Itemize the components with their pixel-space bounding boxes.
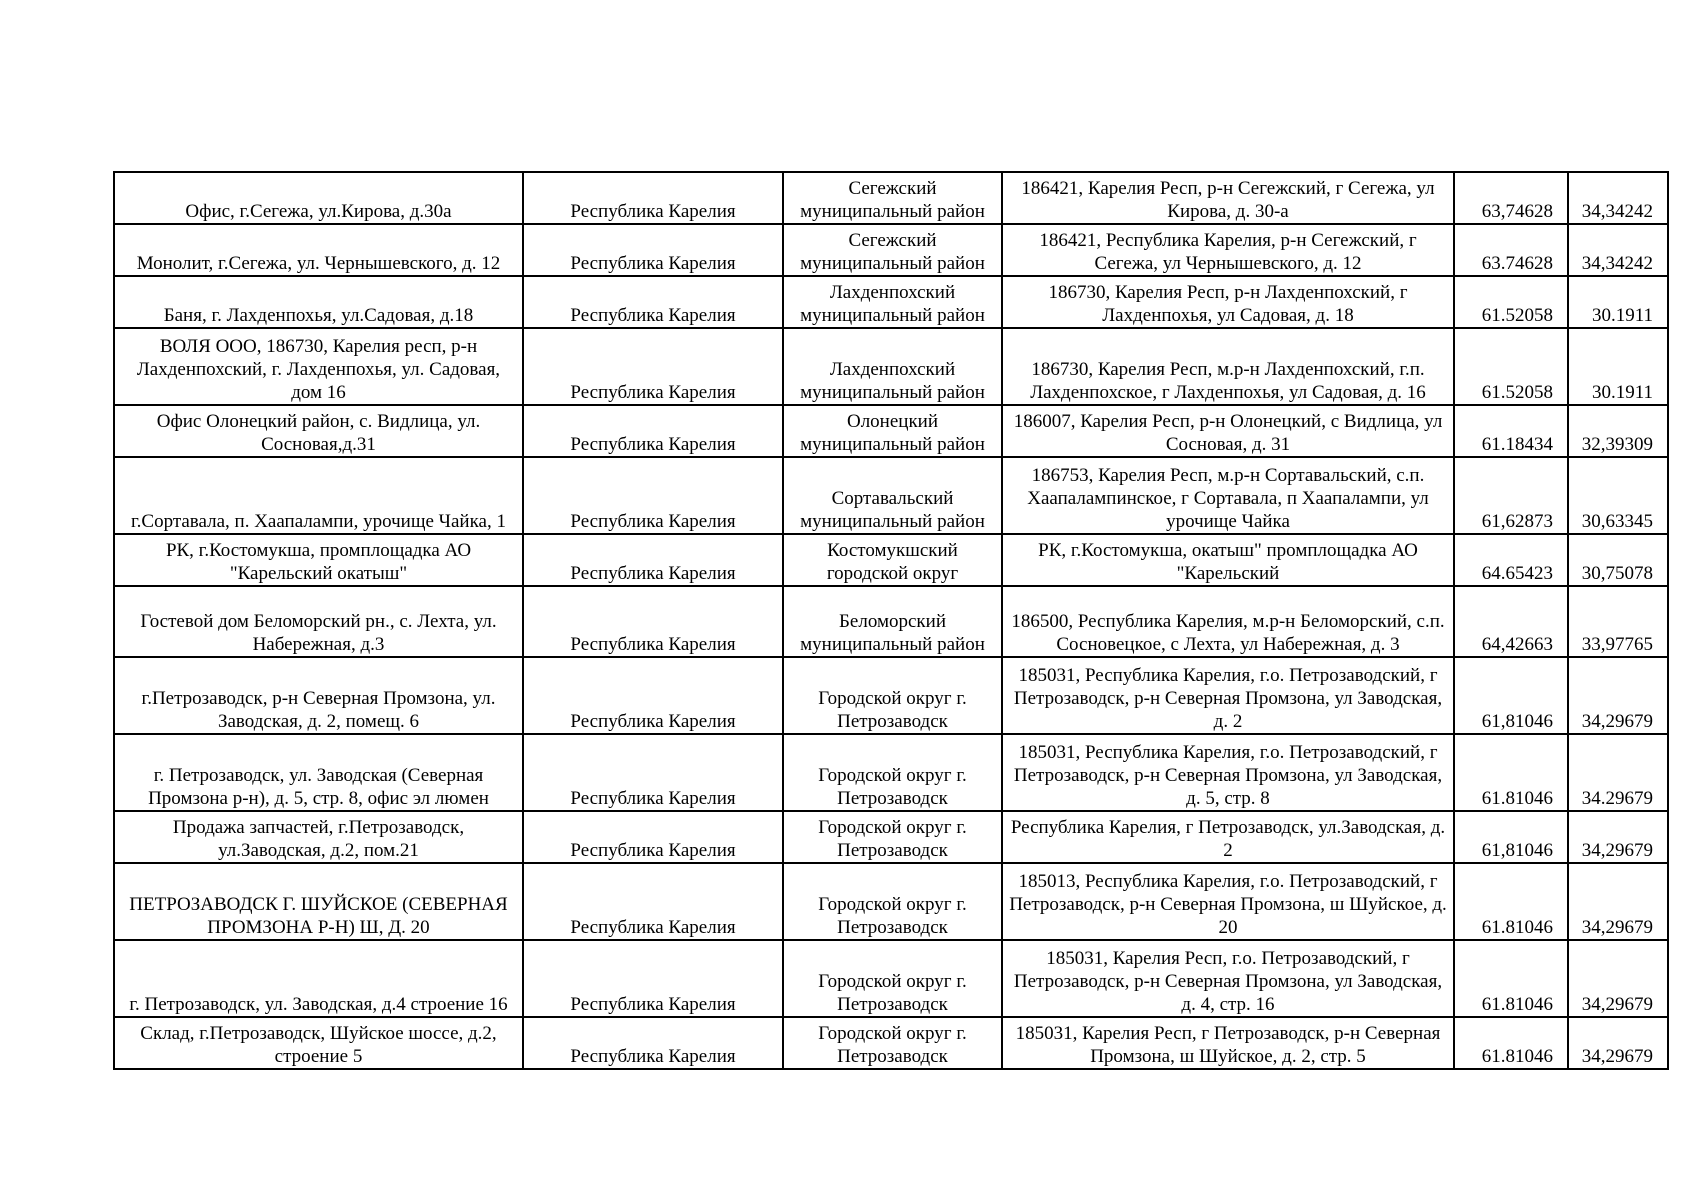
latitude-cell: 61,62873 <box>1454 457 1568 534</box>
table-row <box>114 534 1668 586</box>
longitude-cell: 34,29679 <box>1568 863 1668 940</box>
longitude-cell: 30,63345 <box>1568 457 1668 534</box>
region-cell: Республика Карелия <box>523 940 783 1017</box>
table-row <box>114 811 1668 863</box>
office-name-cell: Монолит, г.Сегежа, ул. Чернышевского, д. 12 <box>114 224 523 276</box>
address-cell: 186753, Карелия Респ, м.р-н Сортавальский, с.п. Хаапалампинское, г Сортавала, п Хаапалампи, ул урочище Чайка <box>1002 457 1454 534</box>
address-cell: 185031, Карелия Респ, г.о. Петрозаводский, г Петрозаводск, р-н Северная Промзона, ул Заводская, д. 4, стр. 16 <box>1002 940 1454 1017</box>
district-cell: Городской округ г. Петрозаводск <box>783 1017 1002 1069</box>
latitude-cell: 61.81046 <box>1454 863 1568 940</box>
latitude-cell: 61.52058 <box>1454 276 1568 328</box>
address-cell: РК, г.Костомукша, окатыш" промплощадка АО "Карельский <box>1002 534 1454 586</box>
office-name-cell: г. Петрозаводск, ул. Заводская (Северная Промзона р-н), д. 5, стр. 8, офис эл люмен <box>114 734 523 811</box>
table-row <box>114 172 1668 224</box>
district-cell: Городской округ г. Петрозаводск <box>783 657 1002 734</box>
district-cell: Сегежский муниципальный район <box>783 172 1002 224</box>
table-row <box>114 328 1668 405</box>
latitude-cell: 63,74628 <box>1454 172 1568 224</box>
district-cell: Олонецкий муниципальный район <box>783 405 1002 457</box>
latitude-cell: 61.52058 <box>1454 328 1568 405</box>
latitude-cell: 63.74628 <box>1454 224 1568 276</box>
longitude-cell: 32,39309 <box>1568 405 1668 457</box>
office-name-cell: г.Сортавала, п. Хаапалампи, урочище Чайка, 1 <box>114 457 523 534</box>
table-row <box>114 224 1668 276</box>
address-cell: Республика Карелия, г Петрозаводск, ул.Заводская, д. 2 <box>1002 811 1454 863</box>
longitude-cell: 30.1911 <box>1568 328 1668 405</box>
office-name-cell: г. Петрозаводск, ул. Заводская, д.4 строение 16 <box>114 940 523 1017</box>
table-row <box>114 734 1668 811</box>
longitude-cell: 30,75078 <box>1568 534 1668 586</box>
table-row <box>114 1017 1668 1069</box>
region-cell: Республика Карелия <box>523 172 783 224</box>
region-cell: Республика Карелия <box>523 405 783 457</box>
office-name-cell: Склад, г.Петрозаводск, Шуйское шоссе, д.2, строение 5 <box>114 1017 523 1069</box>
office-name-cell: г.Петрозаводск, р-н Северная Промзона, ул. Заводская, д. 2, помещ. 6 <box>114 657 523 734</box>
district-cell: Городской округ г. Петрозаводск <box>783 863 1002 940</box>
latitude-cell: 61.81046 <box>1454 734 1568 811</box>
longitude-cell: 34.29679 <box>1568 734 1668 811</box>
region-cell: Республика Карелия <box>523 534 783 586</box>
longitude-cell: 34,29679 <box>1568 1017 1668 1069</box>
address-cell: 186730, Карелия Респ, м.р-н Лахденпохский, г.п. Лахденпохское, г Лахденпохья, ул Садовая, д. 16 <box>1002 328 1454 405</box>
region-cell: Республика Карелия <box>523 586 783 657</box>
longitude-cell: 34,29679 <box>1568 657 1668 734</box>
district-cell: Лахденпохский муниципальный район <box>783 276 1002 328</box>
longitude-cell: 30.1911 <box>1568 276 1668 328</box>
office-name-cell: Продажа запчастей, г.Петрозаводск, ул.Заводская, д.2, пом.21 <box>114 811 523 863</box>
address-cell: 185031, Карелия Респ, г Петрозаводск, р-н Северная Промзона, ш Шуйское, д. 2, стр. 5 <box>1002 1017 1454 1069</box>
table-row <box>114 457 1668 534</box>
region-cell: Республика Карелия <box>523 811 783 863</box>
district-cell: Городской округ г. Петрозаводск <box>783 811 1002 863</box>
address-cell: 186500, Республика Карелия, м.р-н Беломорский, с.п. Сосновецкое, с Лехта, ул Набережная, д. 3 <box>1002 586 1454 657</box>
address-cell: 185013, Республика Карелия, г.о. Петрозаводский, г Петрозаводск, р-н Северная Промзона, ш Шуйское, д. 20 <box>1002 863 1454 940</box>
longitude-cell: 34,29679 <box>1568 940 1668 1017</box>
latitude-cell: 61,81046 <box>1454 811 1568 863</box>
table-row <box>114 405 1668 457</box>
latitude-cell: 61.18434 <box>1454 405 1568 457</box>
office-name-cell: РК, г.Костомукша, промплощадка АО "Карельский окатыш" <box>114 534 523 586</box>
region-cell: Республика Карелия <box>523 863 783 940</box>
address-cell: 185031, Республика Карелия, г.о. Петрозаводский, г Петрозаводск, р-н Северная Промзона, ул Заводская, д. 2 <box>1002 657 1454 734</box>
table-row <box>114 657 1668 734</box>
region-cell: Республика Карелия <box>523 457 783 534</box>
office-name-cell: ПЕТРОЗАВОДСК Г. ШУЙСКОЕ (СЕВЕРНАЯ ПРОМЗОНА Р-Н) Ш, Д. 20 <box>114 863 523 940</box>
address-cell: 185031, Республика Карелия, г.о. Петрозаводский, г Петрозаводск, р-н Северная Промзона, ул Заводская, д. 5, стр. 8 <box>1002 734 1454 811</box>
address-cell: 186421, Республика Карелия, р-н Сегежский, г Сегежа, ул Чернышевского, д. 12 <box>1002 224 1454 276</box>
district-cell: Сортавальский муниципальный район <box>783 457 1002 534</box>
latitude-cell: 61,81046 <box>1454 657 1568 734</box>
district-cell: Городской округ г. Петрозаводск <box>783 734 1002 811</box>
address-cell: 186007, Карелия Респ, р-н Олонецкий, с Видлица, ул Сосновая, д. 31 <box>1002 405 1454 457</box>
office-name-cell: Офис Олонецкий район, с. Видлица, ул. Сосновая,д.31 <box>114 405 523 457</box>
office-name-cell: Гостевой дом Беломорский рн., с. Лехта, ул. Набережная, д.3 <box>114 586 523 657</box>
region-cell: Республика Карелия <box>523 1017 783 1069</box>
latitude-cell: 61.81046 <box>1454 1017 1568 1069</box>
district-cell: Беломорский муниципальный район <box>783 586 1002 657</box>
table-row <box>114 863 1668 940</box>
longitude-cell: 34,29679 <box>1568 811 1668 863</box>
latitude-cell: 64.65423 <box>1454 534 1568 586</box>
office-name-cell: ВОЛЯ ООО, 186730, Карелия респ, р-н Лахденпохский, г. Лахденпохья, ул. Садовая, дом 16 <box>114 328 523 405</box>
region-cell: Республика Карелия <box>523 657 783 734</box>
table-row <box>114 276 1668 328</box>
office-name-cell: Офис, г.Сегежа, ул.Кирова, д.30а <box>114 172 523 224</box>
longitude-cell: 34,34242 <box>1568 224 1668 276</box>
office-name-cell: Баня, г. Лахденпохья, ул.Садовая, д.18 <box>114 276 523 328</box>
region-cell: Республика Карелия <box>523 734 783 811</box>
table-row <box>114 940 1668 1017</box>
latitude-cell: 64,42663 <box>1454 586 1568 657</box>
district-cell: Костомукшский городской округ <box>783 534 1002 586</box>
latitude-cell: 61.81046 <box>1454 940 1568 1017</box>
longitude-cell: 33,97765 <box>1568 586 1668 657</box>
region-cell: Республика Карелия <box>523 224 783 276</box>
region-cell: Республика Карелия <box>523 276 783 328</box>
district-cell: Лахденпохский муниципальный район <box>783 328 1002 405</box>
address-table <box>113 171 1669 1070</box>
table-row <box>114 586 1668 657</box>
district-cell: Городской округ г. Петрозаводск <box>783 940 1002 1017</box>
address-cell: 186730, Карелия Респ, р-н Лахденпохский, г Лахденпохья, ул Садовая, д. 18 <box>1002 276 1454 328</box>
region-cell: Республика Карелия <box>523 328 783 405</box>
district-cell: Сегежский муниципальный район <box>783 224 1002 276</box>
longitude-cell: 34,34242 <box>1568 172 1668 224</box>
address-cell: 186421, Карелия Респ, р-н Сегежский, г Сегежа, ул Кирова, д. 30-а <box>1002 172 1454 224</box>
table-body <box>114 172 1668 1069</box>
